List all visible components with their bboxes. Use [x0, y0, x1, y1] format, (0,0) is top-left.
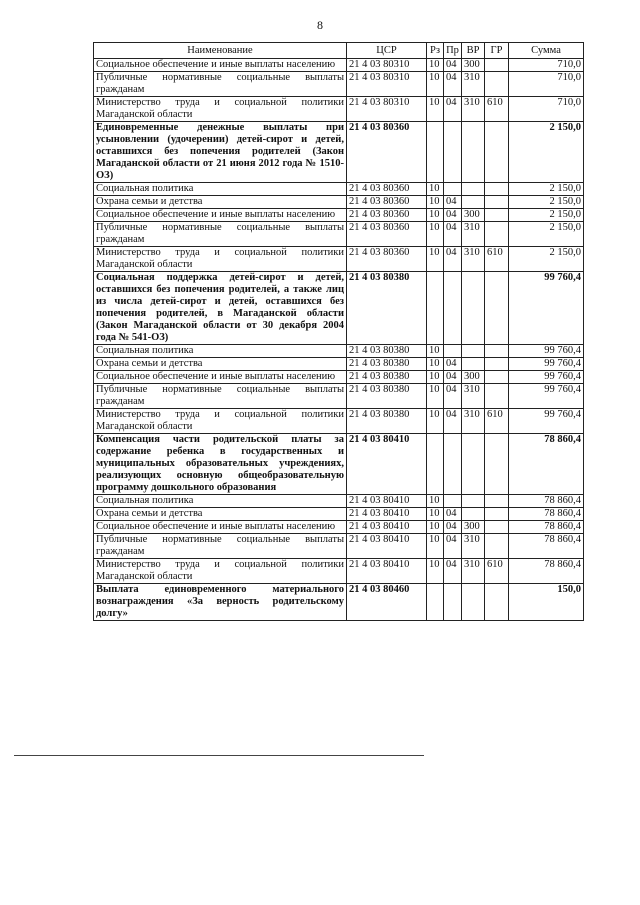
cell-pr: 04 [444, 521, 462, 534]
cell-pr: 04 [444, 559, 462, 584]
cell-pr: 04 [444, 59, 462, 72]
cell-name: Публичные нормативные социальные выплаты гражданам [94, 534, 347, 559]
table-row [94, 371, 584, 384]
cell-rz: 10 [427, 183, 444, 196]
table-row [94, 508, 584, 521]
cell-vr: 310 [462, 534, 485, 559]
table-row [94, 209, 584, 222]
cell-gr: 610 [485, 247, 509, 272]
cell-name: Социальное обеспечение и иные выплаты населению [94, 521, 347, 534]
table-row [94, 222, 584, 247]
page-number: 8 [317, 18, 323, 32]
cell-name: Социальное обеспечение и иные выплаты населению [94, 59, 347, 72]
cell-rz [427, 122, 444, 183]
table-row [94, 72, 584, 97]
cell-name: Социальная политика [94, 183, 347, 196]
header-rz: Рз [427, 43, 444, 59]
cell-csr: 21 4 03 80380 [347, 358, 427, 371]
cell-rz: 10 [427, 196, 444, 209]
cell-sum: 150,0 [509, 584, 584, 621]
cell-vr: 310 [462, 222, 485, 247]
cell-gr [485, 508, 509, 521]
table-row [94, 559, 584, 584]
cell-rz: 10 [427, 371, 444, 384]
cell-name: Министерство труда и социальной политики Магаданской области [94, 97, 347, 122]
cell-sum: 99 760,4 [509, 371, 584, 384]
cell-sum: 2 150,0 [509, 183, 584, 196]
table-row [94, 409, 584, 434]
cell-sum: 2 150,0 [509, 122, 584, 183]
table-header-row [94, 43, 584, 59]
cell-csr: 21 4 03 80310 [347, 59, 427, 72]
header-gr: ГР [485, 43, 509, 59]
cell-csr: 21 4 03 80360 [347, 196, 427, 209]
cell-csr: 21 4 03 80410 [347, 508, 427, 521]
cell-csr: 21 4 03 80310 [347, 97, 427, 122]
cell-vr [462, 434, 485, 495]
table-row [94, 196, 584, 209]
cell-name: Выплата единовременного материального вознаграждения «За верность родительскому долгу» [94, 584, 347, 621]
cell-name: Министерство труда и социальной политики Магаданской области [94, 247, 347, 272]
cell-rz: 10 [427, 247, 444, 272]
table-row [94, 247, 584, 272]
cell-csr: 21 4 03 80460 [347, 584, 427, 621]
cell-name: Компенсация части родительской платы за содержание ребенка в государственных и муниципальных образовательных учреждениях, реализующих основную общеобразовательную программу дошкольного образования [94, 434, 347, 495]
cell-gr [485, 72, 509, 97]
cell-sum: 99 760,4 [509, 409, 584, 434]
cell-gr [485, 358, 509, 371]
cell-name: Охрана семьи и детства [94, 508, 347, 521]
cell-gr [485, 196, 509, 209]
cell-pr: 04 [444, 196, 462, 209]
table-row [94, 358, 584, 371]
table-row [94, 97, 584, 122]
cell-sum: 99 760,4 [509, 272, 584, 345]
cell-csr: 21 4 03 80410 [347, 521, 427, 534]
cell-pr: 04 [444, 534, 462, 559]
cell-vr [462, 495, 485, 508]
cell-vr: 310 [462, 247, 485, 272]
cell-csr: 21 4 03 80410 [347, 534, 427, 559]
cell-pr: 04 [444, 97, 462, 122]
cell-pr [444, 345, 462, 358]
cell-vr: 310 [462, 409, 485, 434]
cell-gr [485, 434, 509, 495]
cell-rz: 10 [427, 508, 444, 521]
cell-name: Социальная политика [94, 495, 347, 508]
cell-pr: 04 [444, 371, 462, 384]
cell-name: Охрана семьи и детства [94, 358, 347, 371]
header-name: Наименование [94, 43, 347, 59]
cell-rz [427, 584, 444, 621]
cell-csr: 21 4 03 80380 [347, 345, 427, 358]
cell-gr [485, 183, 509, 196]
cell-vr: 310 [462, 559, 485, 584]
cell-vr [462, 122, 485, 183]
cell-pr: 04 [444, 409, 462, 434]
cell-sum: 78 860,4 [509, 521, 584, 534]
cell-pr [444, 272, 462, 345]
table-row [94, 122, 584, 183]
cell-pr: 04 [444, 358, 462, 371]
cell-name: Министерство труда и социальной политики Магаданской области [94, 409, 347, 434]
cell-pr: 04 [444, 384, 462, 409]
cell-sum: 78 860,4 [509, 534, 584, 559]
table-row [94, 434, 584, 495]
cell-csr: 21 4 03 80380 [347, 371, 427, 384]
cell-csr: 21 4 03 80380 [347, 409, 427, 434]
table-body [94, 59, 584, 621]
cell-csr: 21 4 03 80360 [347, 122, 427, 183]
cell-sum: 78 860,4 [509, 434, 584, 495]
cell-gr [485, 209, 509, 222]
cell-vr [462, 508, 485, 521]
cell-gr [485, 521, 509, 534]
cell-gr [485, 345, 509, 358]
cell-rz: 10 [427, 384, 444, 409]
cell-rz: 10 [427, 495, 444, 508]
cell-sum: 2 150,0 [509, 222, 584, 247]
table-row [94, 495, 584, 508]
cell-csr: 21 4 03 80360 [347, 247, 427, 272]
cell-vr [462, 272, 485, 345]
cell-gr [485, 122, 509, 183]
table-row [94, 183, 584, 196]
cell-vr [462, 345, 485, 358]
cell-name: Социальное обеспечение и иные выплаты населению [94, 209, 347, 222]
cell-rz: 10 [427, 72, 444, 97]
cell-name: Социальная политика [94, 345, 347, 358]
cell-sum: 78 860,4 [509, 508, 584, 521]
header-csr: ЦСР [347, 43, 427, 59]
cell-vr: 300 [462, 209, 485, 222]
cell-vr [462, 584, 485, 621]
cell-pr [444, 183, 462, 196]
cell-gr [485, 272, 509, 345]
cell-vr: 310 [462, 384, 485, 409]
cell-gr: 610 [485, 409, 509, 434]
table-row [94, 272, 584, 345]
cell-vr: 310 [462, 72, 485, 97]
table-row [94, 59, 584, 72]
header-sum: Сумма [509, 43, 584, 59]
table-row [94, 584, 584, 621]
cell-rz: 10 [427, 358, 444, 371]
cell-name: Публичные нормативные социальные выплаты гражданам [94, 222, 347, 247]
cell-sum: 710,0 [509, 72, 584, 97]
cell-rz: 10 [427, 59, 444, 72]
cell-pr: 04 [444, 209, 462, 222]
cell-pr [444, 434, 462, 495]
table-row [94, 345, 584, 358]
cell-gr [485, 384, 509, 409]
cell-gr [485, 584, 509, 621]
cell-gr [485, 534, 509, 559]
header-vr: ВР [462, 43, 485, 59]
cell-name: Социальная поддержка детей-сирот и детей, оставшихся без попечения родителей, а также лиц из числа детей-сирот и детей, оставшихся без попечения родителей, в Магаданской области (Закон Магаданской области от 30 декабря 2004 года № 541-ОЗ) [94, 272, 347, 345]
cell-vr [462, 358, 485, 371]
footer-divider [14, 755, 424, 756]
cell-csr: 21 4 03 80380 [347, 384, 427, 409]
cell-rz: 10 [427, 222, 444, 247]
cell-rz: 10 [427, 97, 444, 122]
cell-sum: 710,0 [509, 97, 584, 122]
cell-rz: 10 [427, 345, 444, 358]
header-pr: Пр [444, 43, 462, 59]
cell-sum: 78 860,4 [509, 559, 584, 584]
cell-gr [485, 495, 509, 508]
cell-csr: 21 4 03 80360 [347, 209, 427, 222]
cell-rz: 10 [427, 559, 444, 584]
cell-vr [462, 196, 485, 209]
cell-pr: 04 [444, 247, 462, 272]
cell-name: Социальное обеспечение и иные выплаты населению [94, 371, 347, 384]
cell-pr: 04 [444, 508, 462, 521]
cell-sum: 2 150,0 [509, 209, 584, 222]
cell-csr: 21 4 03 80310 [347, 72, 427, 97]
cell-sum: 99 760,4 [509, 384, 584, 409]
cell-pr [444, 495, 462, 508]
budget-table [93, 42, 584, 621]
cell-csr: 21 4 03 80410 [347, 559, 427, 584]
cell-csr: 21 4 03 80410 [347, 434, 427, 495]
cell-pr: 04 [444, 72, 462, 97]
table-row [94, 384, 584, 409]
cell-gr: 610 [485, 559, 509, 584]
cell-rz: 10 [427, 209, 444, 222]
cell-sum: 99 760,4 [509, 345, 584, 358]
cell-vr [462, 183, 485, 196]
cell-vr: 300 [462, 59, 485, 72]
cell-rz: 10 [427, 521, 444, 534]
cell-name: Единовременные денежные выплаты при усыновлении (удочерении) детей-сирот и детей, оставшихся без попечения родителей (Закон Магаданской области от 21 июня 2012 года № 1510-ОЗ) [94, 122, 347, 183]
cell-sum: 710,0 [509, 59, 584, 72]
cell-csr: 21 4 03 80410 [347, 495, 427, 508]
cell-pr [444, 584, 462, 621]
cell-sum: 78 860,4 [509, 495, 584, 508]
cell-gr [485, 371, 509, 384]
cell-sum: 2 150,0 [509, 247, 584, 272]
cell-rz [427, 272, 444, 345]
cell-gr [485, 222, 509, 247]
cell-pr [444, 122, 462, 183]
cell-pr: 04 [444, 222, 462, 247]
cell-name: Охрана семьи и детства [94, 196, 347, 209]
cell-vr: 310 [462, 97, 485, 122]
cell-name: Публичные нормативные социальные выплаты гражданам [94, 72, 347, 97]
cell-gr: 610 [485, 97, 509, 122]
cell-sum: 2 150,0 [509, 196, 584, 209]
cell-rz: 10 [427, 534, 444, 559]
cell-gr [485, 59, 509, 72]
cell-vr: 300 [462, 371, 485, 384]
cell-csr: 21 4 03 80360 [347, 183, 427, 196]
table-row [94, 521, 584, 534]
table-row [94, 534, 584, 559]
cell-vr: 300 [462, 521, 485, 534]
cell-sum: 99 760,4 [509, 358, 584, 371]
cell-csr: 21 4 03 80360 [347, 222, 427, 247]
cell-csr: 21 4 03 80380 [347, 272, 427, 345]
cell-name: Публичные нормативные социальные выплаты гражданам [94, 384, 347, 409]
cell-rz: 10 [427, 409, 444, 434]
cell-name: Министерство труда и социальной политики Магаданской области [94, 559, 347, 584]
cell-rz [427, 434, 444, 495]
